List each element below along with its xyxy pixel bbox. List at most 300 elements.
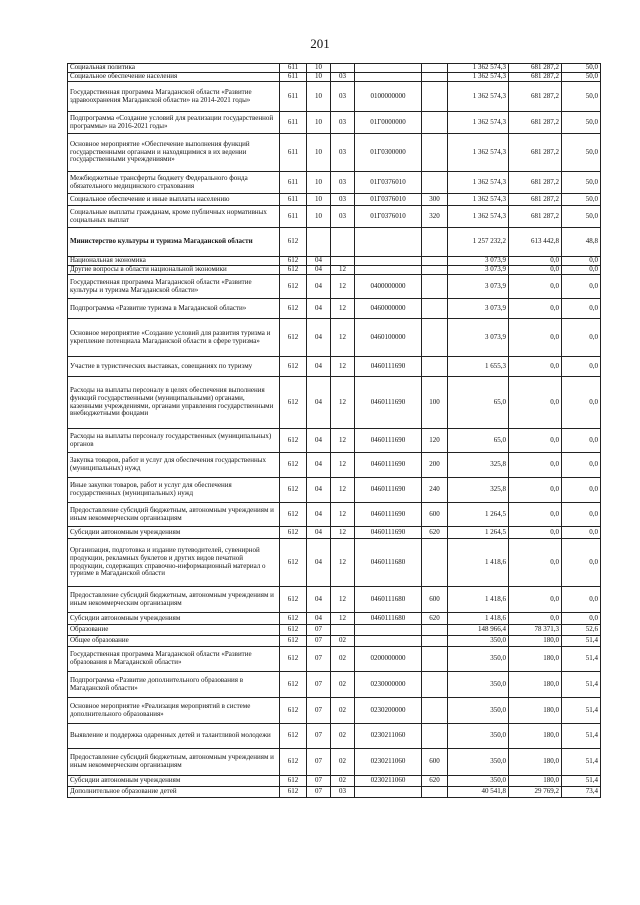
- row-target-article: 01Г0376010: [355, 206, 422, 228]
- row-percent: 50,0: [562, 134, 601, 172]
- row-name: Межбюджетные трансферты бюджету Федерального фонда обязательного медицинского страхования: [68, 172, 280, 194]
- row-percent: 50,0: [562, 112, 601, 134]
- row-target-article: [355, 787, 422, 798]
- row-percent: 73,4: [562, 787, 601, 798]
- row-target-article: [355, 257, 422, 266]
- row-name: Предоставление субсидий бюджетным, автономным учреждениям и иным некоммерческим организациям: [68, 749, 280, 776]
- row-expense-type: 620: [422, 776, 448, 787]
- table-row: [68, 319, 601, 357]
- row-section: 04: [307, 503, 331, 527]
- row-target-article: 0460111690: [355, 429, 422, 453]
- row-actual-amount: 0,0: [509, 527, 562, 539]
- row-expense-type: [422, 299, 448, 319]
- row-plan-amount: 1 264,5: [448, 503, 509, 527]
- row-actual-amount: 681 287,2: [509, 64, 562, 73]
- row-ved: 612: [280, 724, 307, 749]
- row-section: 10: [307, 194, 331, 206]
- row-actual-amount: 0,0: [509, 503, 562, 527]
- row-ved: 612: [280, 776, 307, 787]
- row-actual-amount: 681 287,2: [509, 82, 562, 112]
- row-percent: 0,0: [562, 527, 601, 539]
- row-ved: 611: [280, 194, 307, 206]
- row-section: 07: [307, 749, 331, 776]
- row-section: 10: [307, 73, 331, 82]
- row-percent: 51,4: [562, 647, 601, 672]
- row-actual-amount: 0,0: [509, 257, 562, 266]
- table-row: [68, 787, 601, 798]
- row-percent: 0,0: [562, 319, 601, 357]
- row-subsection: 12: [331, 613, 355, 625]
- row-subsection: 12: [331, 429, 355, 453]
- row-section: 10: [307, 172, 331, 194]
- row-subsection: 03: [331, 194, 355, 206]
- row-actual-amount: 0,0: [509, 429, 562, 453]
- row-name: Предоставление субсидий бюджетным, автономным учреждениям и иным некоммерческим организациям: [68, 587, 280, 613]
- row-ved: 612: [280, 228, 307, 257]
- row-name: Субсидии автономным учреждениям: [68, 527, 280, 539]
- table-row: [68, 228, 601, 257]
- row-section: 10: [307, 134, 331, 172]
- row-expense-type: 600: [422, 587, 448, 613]
- row-plan-amount: 1 362 574,3: [448, 64, 509, 73]
- row-target-article: [355, 266, 422, 275]
- row-section: 04: [307, 453, 331, 478]
- row-section: 07: [307, 776, 331, 787]
- budget-table-body: [68, 64, 601, 798]
- row-plan-amount: 1 655,3: [448, 357, 509, 377]
- row-section: 07: [307, 636, 331, 647]
- row-section: 04: [307, 257, 331, 266]
- row-expense-type: 620: [422, 527, 448, 539]
- row-plan-amount: 350,0: [448, 698, 509, 724]
- row-actual-amount: 0,0: [509, 453, 562, 478]
- row-percent: 0,0: [562, 257, 601, 266]
- row-actual-amount: 0,0: [509, 319, 562, 357]
- row-target-article: [355, 625, 422, 636]
- row-plan-amount: 1 362 574,3: [448, 73, 509, 82]
- row-target-article: 0400000000: [355, 275, 422, 299]
- row-name: Основное мероприятие «Реализация мероприятий в системе дополнительного образования»: [68, 698, 280, 724]
- row-percent: 51,4: [562, 698, 601, 724]
- row-actual-amount: 681 287,2: [509, 112, 562, 134]
- row-expense-type: [422, 698, 448, 724]
- row-target-article: [355, 73, 422, 82]
- row-name: Основное мероприятие «Создание условий для развития туризма и укрепление потенциала Магаданской области в сфере туризма»: [68, 319, 280, 357]
- row-plan-amount: 3 073,9: [448, 319, 509, 357]
- row-expense-type: [422, 82, 448, 112]
- row-subsection: 12: [331, 275, 355, 299]
- row-section: 04: [307, 266, 331, 275]
- row-section: 07: [307, 625, 331, 636]
- row-section: 04: [307, 275, 331, 299]
- row-expense-type: 600: [422, 503, 448, 527]
- row-expense-type: [422, 357, 448, 377]
- row-plan-amount: 40 541,8: [448, 787, 509, 798]
- row-subsection: 12: [331, 357, 355, 377]
- row-target-article: 0460111690: [355, 377, 422, 429]
- row-name: Социальные выплаты гражданам, кроме публичных нормативных социальных выплат: [68, 206, 280, 228]
- row-actual-amount: 681 287,2: [509, 172, 562, 194]
- row-section: 07: [307, 672, 331, 698]
- row-name: Другие вопросы в области национальной экономики: [68, 266, 280, 275]
- row-percent: 0,0: [562, 275, 601, 299]
- row-target-article: 0230200000: [355, 698, 422, 724]
- row-percent: 0,0: [562, 478, 601, 503]
- row-expense-type: 240: [422, 478, 448, 503]
- row-target-article: 0460111680: [355, 539, 422, 587]
- table-row: [68, 625, 601, 636]
- row-percent: 50,0: [562, 64, 601, 73]
- row-subsection: 02: [331, 672, 355, 698]
- row-percent: 0,0: [562, 453, 601, 478]
- row-subsection: 03: [331, 134, 355, 172]
- row-ved: 612: [280, 266, 307, 275]
- row-percent: 48,8: [562, 228, 601, 257]
- row-name: Государственная программа Магаданской области «Развитие культуры и туризма Магаданской области»: [68, 275, 280, 299]
- row-expense-type: [422, 625, 448, 636]
- row-actual-amount: 180,0: [509, 698, 562, 724]
- row-percent: 0,0: [562, 539, 601, 587]
- row-ved: 611: [280, 172, 307, 194]
- row-section: 10: [307, 82, 331, 112]
- table-row: [68, 429, 601, 453]
- row-ved: 611: [280, 134, 307, 172]
- row-expense-type: [422, 647, 448, 672]
- row-name: Расходы на выплаты персоналу государственных (муниципальных) органов: [68, 429, 280, 453]
- row-section: 04: [307, 377, 331, 429]
- row-section: 07: [307, 698, 331, 724]
- row-name: Расходы на выплаты персоналу в целях обеспечения выполнения функций государственными (муниципальными) органами, казенными учреждениями, органами управления государственными внебюджетными фондами: [68, 377, 280, 429]
- row-target-article: [355, 64, 422, 73]
- row-name: Социальная политика: [68, 64, 280, 73]
- row-section: 04: [307, 587, 331, 613]
- row-actual-amount: 180,0: [509, 647, 562, 672]
- row-name: Участие в туристических выставках, совещаниях по туризму: [68, 357, 280, 377]
- row-subsection: [331, 257, 355, 266]
- row-name: Подпрограмма «Развитие дополнительного образования в Магаданской области»: [68, 672, 280, 698]
- row-ved: 612: [280, 275, 307, 299]
- row-section: 07: [307, 724, 331, 749]
- row-actual-amount: 0,0: [509, 266, 562, 275]
- table-row: [68, 749, 601, 776]
- row-subsection: [331, 625, 355, 636]
- row-expense-type: [422, 539, 448, 587]
- row-plan-amount: 65,0: [448, 429, 509, 453]
- row-target-article: [355, 228, 422, 257]
- row-section: 04: [307, 478, 331, 503]
- row-target-article: 01Г0000000: [355, 112, 422, 134]
- row-actual-amount: 29 769,2: [509, 787, 562, 798]
- row-actual-amount: 180,0: [509, 672, 562, 698]
- row-plan-amount: 3 073,9: [448, 266, 509, 275]
- row-ved: 612: [280, 319, 307, 357]
- row-target-article: 0230211060: [355, 776, 422, 787]
- row-name: Выявление и поддержка одаренных детей и талантливой молодежи: [68, 724, 280, 749]
- table-row: [68, 257, 601, 266]
- row-name: Дополнительное образование детей: [68, 787, 280, 798]
- table-row: [68, 377, 601, 429]
- row-target-article: 0230211060: [355, 724, 422, 749]
- row-plan-amount: 148 966,4: [448, 625, 509, 636]
- row-section: 04: [307, 539, 331, 587]
- row-actual-amount: 0,0: [509, 377, 562, 429]
- row-plan-amount: 3 073,9: [448, 257, 509, 266]
- row-percent: 51,4: [562, 672, 601, 698]
- row-target-article: 0230211060: [355, 749, 422, 776]
- row-percent: 0,0: [562, 429, 601, 453]
- row-expense-type: [422, 73, 448, 82]
- row-name: Государственная программа Магаданской области «Развитие здравоохранения Магаданской области» на 2014-2021 годы»: [68, 82, 280, 112]
- row-subsection: 12: [331, 478, 355, 503]
- row-percent: 51,4: [562, 636, 601, 647]
- row-name: Министерство культуры и туризма Магаданской области: [68, 228, 280, 257]
- row-section: 04: [307, 527, 331, 539]
- row-expense-type: 600: [422, 749, 448, 776]
- row-plan-amount: 1 418,6: [448, 587, 509, 613]
- row-subsection: 03: [331, 73, 355, 82]
- row-subsection: 03: [331, 787, 355, 798]
- row-name: Иные закупки товаров, работ и услуг для обеспечения государственных (муниципальных) нужд: [68, 478, 280, 503]
- row-plan-amount: 350,0: [448, 776, 509, 787]
- row-plan-amount: 350,0: [448, 672, 509, 698]
- row-actual-amount: 613 442,8: [509, 228, 562, 257]
- row-section: 04: [307, 299, 331, 319]
- row-plan-amount: 1 362 574,3: [448, 194, 509, 206]
- row-target-article: 0460111690: [355, 453, 422, 478]
- row-subsection: 12: [331, 299, 355, 319]
- row-target-article: 0460111690: [355, 527, 422, 539]
- row-plan-amount: 1 362 574,3: [448, 172, 509, 194]
- table-row: [68, 194, 601, 206]
- row-target-article: 0200000000: [355, 647, 422, 672]
- row-subsection: [331, 228, 355, 257]
- page-number: 201: [310, 36, 330, 51]
- row-name: Национальная экономика: [68, 257, 280, 266]
- row-section: 10: [307, 112, 331, 134]
- row-ved: 611: [280, 73, 307, 82]
- row-expense-type: [422, 228, 448, 257]
- row-ved: 612: [280, 357, 307, 377]
- row-subsection: 12: [331, 266, 355, 275]
- row-plan-amount: 325,8: [448, 453, 509, 478]
- row-plan-amount: 350,0: [448, 647, 509, 672]
- row-plan-amount: 1 418,6: [448, 539, 509, 587]
- row-section: 04: [307, 429, 331, 453]
- row-section: 04: [307, 357, 331, 377]
- row-actual-amount: 0,0: [509, 478, 562, 503]
- row-expense-type: 300: [422, 194, 448, 206]
- row-target-article: [355, 636, 422, 647]
- row-section: 07: [307, 647, 331, 672]
- row-section: 07: [307, 787, 331, 798]
- row-expense-type: [422, 672, 448, 698]
- row-ved: 611: [280, 112, 307, 134]
- row-percent: 50,0: [562, 194, 601, 206]
- row-ved: 612: [280, 257, 307, 266]
- row-expense-type: [422, 787, 448, 798]
- row-name: Основное мероприятие «Обеспечение выполнения функций государственными органами и находящимися в их ведении государственными учреждениями»: [68, 134, 280, 172]
- table-row: [68, 503, 601, 527]
- table-row: [68, 613, 601, 625]
- row-plan-amount: 1 362 574,3: [448, 206, 509, 228]
- table-row: [68, 73, 601, 82]
- row-target-article: 0460111680: [355, 587, 422, 613]
- row-subsection: 02: [331, 698, 355, 724]
- row-plan-amount: 1 362 574,3: [448, 82, 509, 112]
- row-plan-amount: 350,0: [448, 749, 509, 776]
- table-row: [68, 724, 601, 749]
- row-actual-amount: 180,0: [509, 724, 562, 749]
- table-row: [68, 172, 601, 194]
- row-ved: 612: [280, 527, 307, 539]
- row-ved: 612: [280, 625, 307, 636]
- table-row: [68, 134, 601, 172]
- row-plan-amount: 1 257 232,2: [448, 228, 509, 257]
- row-name: Государственная программа Магаданской области «Развитие образования в Магаданской области»: [68, 647, 280, 672]
- row-subsection: 02: [331, 776, 355, 787]
- table-row: [68, 275, 601, 299]
- row-percent: 0,0: [562, 266, 601, 275]
- row-name: Организация, подготовка и издание путеводителей, сувенирной продукции, рекламных буклетов и других видов печатной продукции, содержащих справочно-информационный материал о туризме в Магаданской области: [68, 539, 280, 587]
- row-ved: 611: [280, 82, 307, 112]
- row-name: Закупка товаров, работ и услуг для обеспечения государственных (муниципальных) нужд: [68, 453, 280, 478]
- row-plan-amount: 350,0: [448, 636, 509, 647]
- row-percent: 50,0: [562, 172, 601, 194]
- row-plan-amount: 1 362 574,3: [448, 112, 509, 134]
- row-actual-amount: 0,0: [509, 299, 562, 319]
- table-row: [68, 82, 601, 112]
- row-ved: 612: [280, 377, 307, 429]
- row-actual-amount: 0,0: [509, 539, 562, 587]
- row-percent: 51,4: [562, 724, 601, 749]
- table-row: [68, 539, 601, 587]
- row-target-article: 0230000000: [355, 672, 422, 698]
- row-actual-amount: 180,0: [509, 776, 562, 787]
- row-percent: 0,0: [562, 503, 601, 527]
- row-ved: 612: [280, 672, 307, 698]
- row-name: Социальное обеспечение и иные выплаты населению: [68, 194, 280, 206]
- row-plan-amount: 3 073,9: [448, 299, 509, 319]
- row-subsection: 02: [331, 636, 355, 647]
- row-target-article: 0460111690: [355, 503, 422, 527]
- row-target-article: 0460111680: [355, 613, 422, 625]
- row-subsection: 12: [331, 539, 355, 587]
- row-section: 10: [307, 206, 331, 228]
- row-ved: 612: [280, 453, 307, 478]
- row-subsection: 12: [331, 319, 355, 357]
- row-percent: 52,6: [562, 625, 601, 636]
- row-percent: 0,0: [562, 377, 601, 429]
- row-subsection: 02: [331, 724, 355, 749]
- row-ved: 612: [280, 787, 307, 798]
- row-section: 10: [307, 64, 331, 73]
- table-row: [68, 299, 601, 319]
- row-percent: 0,0: [562, 357, 601, 377]
- row-actual-amount: 180,0: [509, 636, 562, 647]
- row-subsection: 03: [331, 82, 355, 112]
- row-name: Подпрограмма «Развитие туризма в Магаданской области»: [68, 299, 280, 319]
- row-section: 04: [307, 319, 331, 357]
- row-subsection: 03: [331, 206, 355, 228]
- table-row: [68, 206, 601, 228]
- row-actual-amount: 681 287,2: [509, 206, 562, 228]
- table-row: [68, 636, 601, 647]
- row-expense-type: 620: [422, 613, 448, 625]
- row-section: [307, 228, 331, 257]
- row-expense-type: 100: [422, 377, 448, 429]
- row-percent: 51,4: [562, 776, 601, 787]
- row-ved: 612: [280, 749, 307, 776]
- row-subsection: 12: [331, 377, 355, 429]
- row-ved: 612: [280, 587, 307, 613]
- row-target-article: 01Г0376010: [355, 172, 422, 194]
- row-plan-amount: 1 264,5: [448, 527, 509, 539]
- row-subsection: 03: [331, 172, 355, 194]
- row-plan-amount: 1 418,6: [448, 613, 509, 625]
- row-target-article: 0460000000: [355, 299, 422, 319]
- row-target-article: 0100000000: [355, 82, 422, 112]
- row-ved: 612: [280, 636, 307, 647]
- row-plan-amount: 3 073,9: [448, 275, 509, 299]
- row-percent: 0,0: [562, 613, 601, 625]
- row-plan-amount: 325,8: [448, 478, 509, 503]
- row-subsection: 12: [331, 527, 355, 539]
- table-row: [68, 266, 601, 275]
- row-target-article: 0460111690: [355, 478, 422, 503]
- row-subsection: 02: [331, 647, 355, 672]
- row-expense-type: [422, 266, 448, 275]
- row-actual-amount: 0,0: [509, 357, 562, 377]
- row-actual-amount: 681 287,2: [509, 73, 562, 82]
- row-plan-amount: 350,0: [448, 724, 509, 749]
- row-percent: 0,0: [562, 299, 601, 319]
- row-percent: 0,0: [562, 587, 601, 613]
- table-row: [68, 698, 601, 724]
- row-name: Предоставление субсидий бюджетным, автономным учреждениям и иным некоммерческим организациям: [68, 503, 280, 527]
- table-row: [68, 647, 601, 672]
- table-row: [68, 357, 601, 377]
- row-ved: 612: [280, 647, 307, 672]
- row-ved: 611: [280, 64, 307, 73]
- row-target-article: 0460111690: [355, 357, 422, 377]
- row-ved: 612: [280, 299, 307, 319]
- row-expense-type: [422, 64, 448, 73]
- row-expense-type: [422, 257, 448, 266]
- row-subsection: 02: [331, 749, 355, 776]
- row-expense-type: [422, 724, 448, 749]
- row-target-article: 01Г0300000: [355, 134, 422, 172]
- row-actual-amount: 0,0: [509, 587, 562, 613]
- table-row: [68, 527, 601, 539]
- row-ved: 612: [280, 613, 307, 625]
- row-ved: 612: [280, 503, 307, 527]
- row-plan-amount: 1 362 574,3: [448, 134, 509, 172]
- row-expense-type: [422, 319, 448, 357]
- row-subsection: 03: [331, 112, 355, 134]
- row-actual-amount: 0,0: [509, 613, 562, 625]
- row-percent: 50,0: [562, 82, 601, 112]
- row-actual-amount: 78 371,3: [509, 625, 562, 636]
- row-percent: 50,0: [562, 206, 601, 228]
- row-expense-type: [422, 134, 448, 172]
- budget-table: [67, 63, 601, 798]
- table-row: [68, 587, 601, 613]
- row-subsection: 12: [331, 503, 355, 527]
- row-name: Социальное обеспечение населения: [68, 73, 280, 82]
- row-expense-type: [422, 636, 448, 647]
- table-row: [68, 453, 601, 478]
- table-row: [68, 112, 601, 134]
